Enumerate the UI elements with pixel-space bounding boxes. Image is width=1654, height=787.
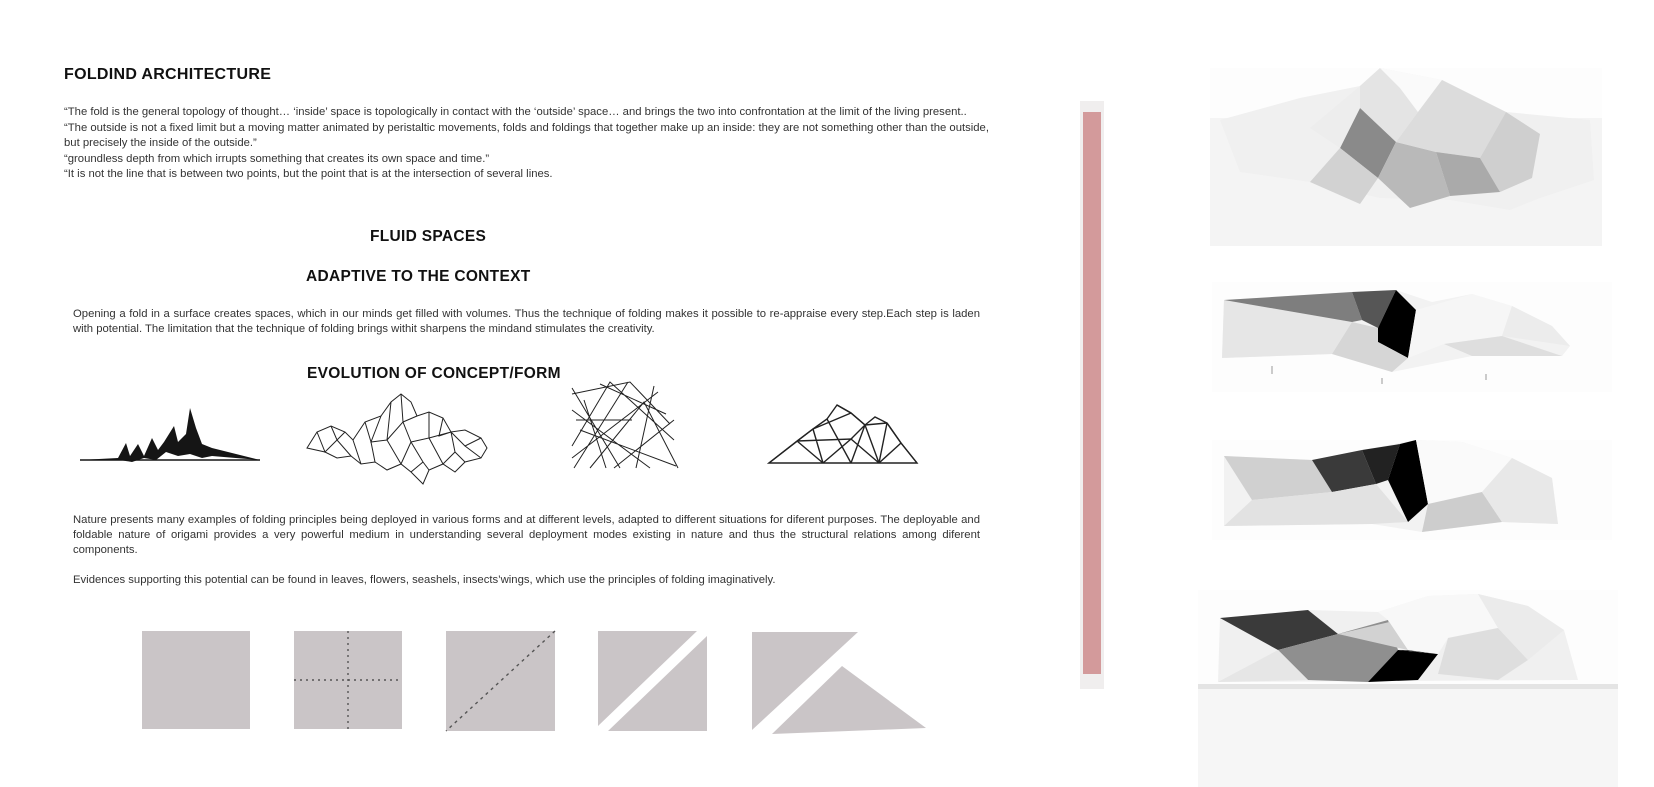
heading-adaptive: ADAPTIVE TO THE CONTEXT [306, 268, 531, 285]
page-title: FOLDIND ARCHITECTURE [64, 66, 272, 83]
square-with-diagonal-fold-icon [445, 630, 557, 734]
quote-line: “The outside is not a fixed limit but a moving matter animated by peristaltic movements, folds and foldings that together make up an inside: they are not something other than the outside, but precisely the inside of the outside.” [64, 121, 989, 149]
square-cut-on-diagonal-icon [597, 630, 709, 734]
render-elevation-2-image [1212, 440, 1612, 540]
render-top-view-image [1210, 68, 1602, 246]
quote-line: “It is not the line that is between two points, but the point that is at the intersection of several lines. [64, 168, 553, 180]
divider-stripe-accent [1083, 112, 1101, 674]
render-elevation-3-image [1198, 590, 1618, 787]
faceted-rock-cluster-icon [305, 392, 490, 487]
square-with-crosshair-folds-icon [293, 630, 403, 732]
paragraph-evidence: Evidences supporting this potential can be found in leaves, flowers, seashels, insects’wings, which use the principles of folding imaginatively. [73, 574, 776, 586]
crossing-lines-mesh-icon [570, 380, 680, 472]
quote-line: “groundless depth from which irrupts something that creates its own space and time.” [64, 152, 490, 165]
heading-fluid-spaces: FLUID SPACES [370, 228, 487, 245]
quotes-block [64, 105, 999, 183]
paragraph-opening: Opening a fold in a surface creates spaces, which in our minds get filled with volumes. Thus the technique of folding makes it possible to re-appraise every step.Each step is laden with potential. The limitation that the technique of folding brings withit sharpens the mindand stimulates the creativity. [73, 308, 980, 335]
paragraph-nature: Nature presents many examples of folding principles being deployed in various forms and at different levels, adapted to different situations for diferent purposes. The deployable and foldable nature of origami provides a very powerful medium in understanding several deployment modes existing in nature and thus the structural relations among diferent components. [73, 514, 980, 556]
mountain-silhouette-icon [78, 398, 263, 470]
plain-square-icon [141, 630, 251, 732]
triangles-separated-icon [750, 630, 930, 736]
render-elevation-1-image [1212, 282, 1612, 392]
quote-line: “The fold is the general topology of thought… ‘inside’ space is topologically in contact with the ‘outside’ space… and brings the two into confrontation at the limit of the living present.. [64, 106, 967, 118]
triangulated-mound-icon [767, 403, 919, 467]
heading-evolution: EVOLUTION OF CONCEPT/FORM [307, 365, 561, 382]
